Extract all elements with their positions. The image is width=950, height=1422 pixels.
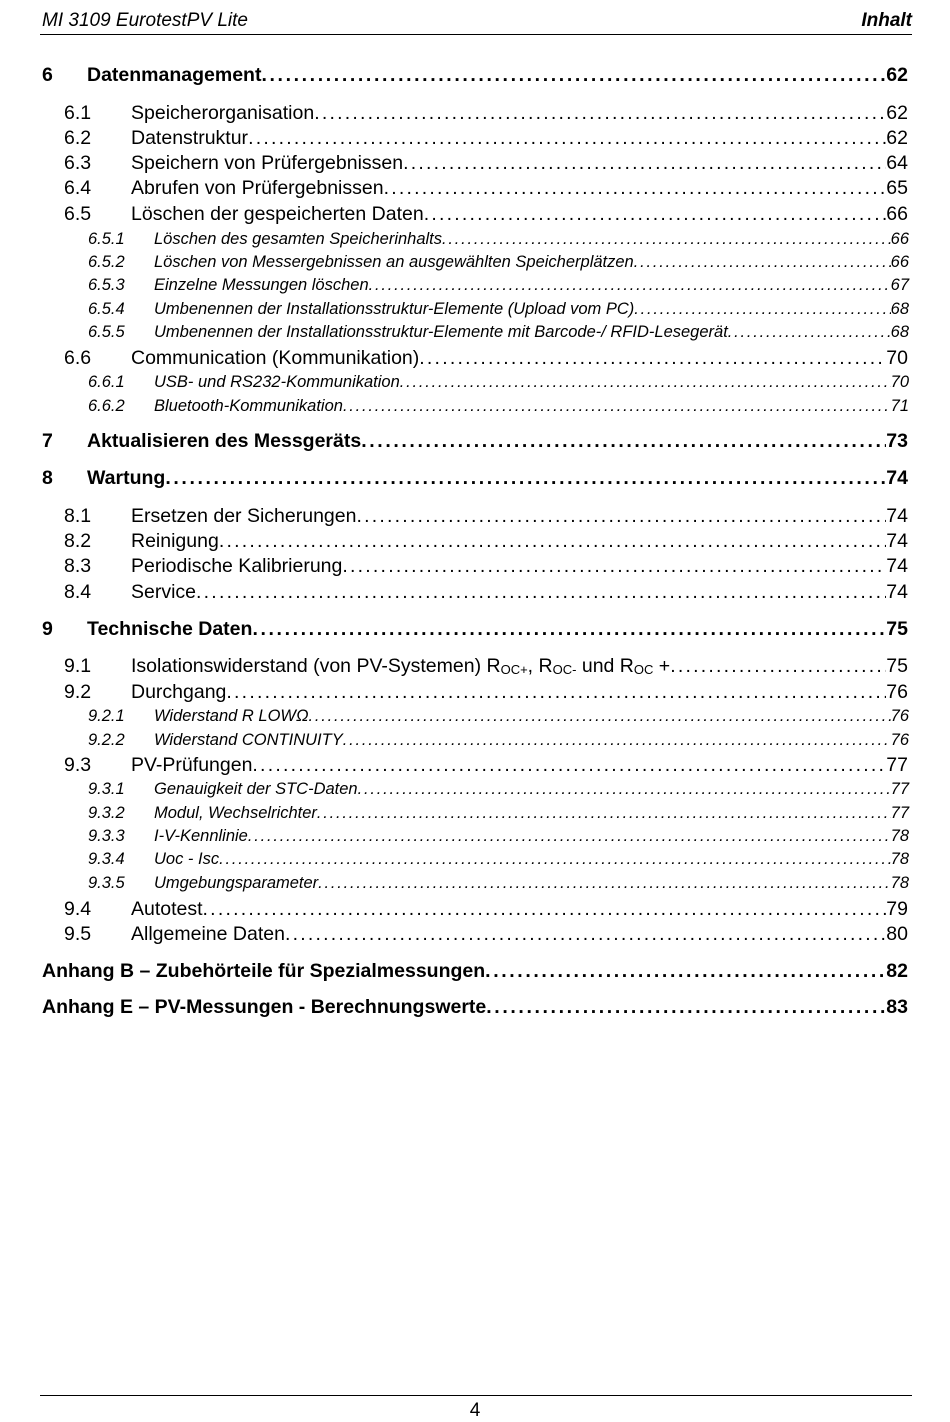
- dot-leader: [634, 253, 891, 272]
- toc-number: 9.3: [64, 754, 92, 776]
- dot-leader: [309, 707, 891, 726]
- toc-entry-8-4[interactable]: [64, 581, 908, 604]
- dot-leader: [219, 850, 891, 869]
- toc-page: 74: [886, 505, 908, 527]
- toc-page: 74: [886, 581, 908, 603]
- dot-leader: [343, 397, 891, 416]
- dot-leader: [419, 347, 886, 370]
- toc-number: 9.5: [64, 923, 92, 945]
- toc-page: 70: [886, 347, 908, 369]
- toc-page: 66: [890, 230, 909, 248]
- dot-leader: [728, 323, 891, 342]
- toc-title: Einzelne Messungen löschen: [154, 276, 369, 294]
- toc-entry-6-5-2[interactable]: [88, 253, 909, 272]
- toc-entry-6-5[interactable]: [64, 203, 908, 226]
- dot-leader: [342, 555, 886, 578]
- toc-number: 9.4: [64, 898, 92, 920]
- toc-title: Umbenennen der Installationsstruktur-Elemente mit Barcode-/ RFID-Lesegerät: [154, 323, 728, 341]
- toc-page: 78: [890, 850, 909, 868]
- dot-leader: [485, 960, 886, 983]
- toc-entry-6-6-1[interactable]: [88, 373, 909, 392]
- toc-title: PV-Prüfungen: [131, 754, 253, 776]
- toc-number: 8.4: [64, 581, 92, 603]
- toc-title: Datenmanagement: [87, 64, 262, 86]
- toc-page: 78: [890, 874, 909, 892]
- toc-title: Autotest: [131, 898, 203, 920]
- toc-page: 82: [886, 960, 908, 982]
- toc-number: 8: [42, 467, 53, 489]
- toc-number: 9.3.2: [88, 804, 125, 822]
- toc-page: 75: [886, 655, 908, 677]
- toc-entry-6-4[interactable]: [64, 177, 908, 200]
- dot-leader: [248, 127, 886, 150]
- toc-page: 79: [886, 898, 908, 920]
- section-title: Inhalt: [861, 10, 912, 31]
- toc-entry-9-3-2[interactable]: [88, 804, 909, 823]
- toc-number: 7: [42, 430, 53, 452]
- toc-page: 74: [886, 530, 908, 552]
- dot-leader: [252, 754, 886, 777]
- footer-divider: [40, 1395, 912, 1396]
- toc-entry-9-2-2[interactable]: [88, 731, 909, 750]
- toc-title: Umgebungsparameter: [154, 874, 319, 892]
- toc-entry-appendix-e[interactable]: [42, 996, 908, 1019]
- document-title: MI 3109 EurotestPV Lite: [42, 10, 248, 31]
- toc-entry-6-5-3[interactable]: [88, 276, 909, 295]
- toc-title: Reinigung: [131, 530, 219, 552]
- toc-entry-9-2-1[interactable]: [88, 707, 909, 726]
- toc-entry-9-4[interactable]: [64, 898, 908, 921]
- toc-entry-9-3-4[interactable]: [88, 850, 909, 869]
- toc-number: 8.2: [64, 530, 92, 552]
- page-number: 4: [469, 1400, 481, 1421]
- toc-page: 78: [890, 827, 909, 845]
- toc-title: Datenstruktur: [131, 127, 249, 149]
- dot-leader: [369, 276, 891, 295]
- toc-title: Communication (Kommunikation): [131, 347, 420, 369]
- toc-entry-6-6[interactable]: [64, 347, 908, 370]
- toc-title: Speicherorganisation: [131, 102, 315, 124]
- toc-page: 67: [890, 276, 909, 294]
- toc-entry-6-5-4[interactable]: [88, 300, 909, 319]
- toc-page: 73: [886, 430, 908, 452]
- toc-entry-6-6-2[interactable]: [88, 397, 909, 416]
- dot-leader: [670, 655, 886, 678]
- toc-entry-9[interactable]: [42, 618, 908, 641]
- toc-page: 65: [886, 177, 908, 199]
- toc-page: 66: [886, 203, 908, 225]
- toc-entry-6-5-1[interactable]: [88, 230, 909, 249]
- toc-page: 68: [890, 323, 909, 341]
- toc-number: 9.3.5: [88, 874, 125, 892]
- dot-leader: [358, 780, 891, 799]
- dot-leader: [400, 373, 891, 392]
- toc-page: 76: [890, 707, 909, 725]
- toc-entry-9-2[interactable]: [64, 681, 908, 704]
- toc-number: 6.6: [64, 347, 92, 369]
- toc-entry-8-1[interactable]: [64, 505, 908, 528]
- toc-page: 77: [890, 804, 909, 822]
- toc-title: Durchgang: [131, 681, 227, 703]
- toc-page: 83: [886, 996, 908, 1018]
- toc-title: Technische Daten: [87, 618, 253, 640]
- dot-leader: [314, 102, 886, 125]
- toc-title: I-V-Kennlinie: [154, 827, 248, 845]
- toc-entry-9-3-3[interactable]: [88, 827, 909, 846]
- dot-leader: [424, 203, 887, 226]
- toc-number: 9.2: [64, 681, 92, 703]
- dot-leader: [442, 230, 891, 249]
- dot-leader: [196, 581, 886, 604]
- toc-title: Widerstand R LOWΩ: [154, 707, 309, 725]
- toc-title: Löschen des gesamten Speicherinhalts: [154, 230, 443, 248]
- toc-entry-6-1[interactable]: [64, 102, 908, 125]
- toc-number: 6.3: [64, 152, 92, 174]
- page-header: [40, 8, 912, 35]
- toc-entry-9-3-1[interactable]: [88, 780, 909, 799]
- dot-leader: [219, 530, 886, 553]
- dot-leader: [252, 618, 886, 641]
- toc-number: 6.5.1: [88, 230, 125, 248]
- toc-page: 66: [890, 253, 909, 271]
- dot-leader: [356, 505, 886, 528]
- toc-page: 76: [886, 681, 908, 703]
- dot-leader: [248, 827, 891, 846]
- toc-number: 6.4: [64, 177, 92, 199]
- toc-entry-appendix-b[interactable]: [42, 960, 908, 983]
- toc-page: 80: [886, 923, 908, 945]
- toc-page: 74: [886, 467, 908, 489]
- toc-entry-8-3[interactable]: [64, 555, 908, 578]
- toc-number: 9: [42, 618, 53, 640]
- omega-symbol: Ω: [295, 707, 309, 725]
- toc-title: Anhang E – PV-Messungen - Berechnungswerte: [42, 996, 487, 1018]
- dot-leader: [403, 152, 886, 175]
- toc-title: Genauigkeit der STC-Daten: [154, 780, 358, 798]
- toc-number: 6.1: [64, 102, 92, 124]
- toc-page: 76: [890, 731, 909, 749]
- dot-leader: [285, 923, 886, 946]
- toc-number: 9.1: [64, 655, 92, 677]
- toc-entry-6-3[interactable]: [64, 152, 908, 175]
- toc-entry-8-2[interactable]: [64, 530, 908, 553]
- toc-title: Isolationswiderstand (von PV-Systemen) $R_{OC+}$, $R_{OC-}$ und $R_{OC}$ +: [131, 655, 671, 677]
- toc-title: Periodische Kalibrierung: [131, 555, 343, 577]
- toc-number: 6: [42, 64, 53, 86]
- toc-title: Löschen von Messergebnissen an ausgewählten Speicherplätzen: [154, 253, 634, 271]
- toc-page: 68: [890, 300, 909, 318]
- toc-page: 64: [886, 152, 908, 174]
- toc-entry-9-3-5[interactable]: [88, 874, 909, 893]
- toc-entry-6[interactable]: [42, 64, 908, 87]
- toc-number: 6.2: [64, 127, 92, 149]
- dot-leader: [361, 430, 886, 453]
- toc-page: 77: [890, 780, 909, 798]
- toc-title: Widerstand CONTINUITY: [154, 731, 343, 749]
- toc-number: 6.6.1: [88, 373, 125, 391]
- dot-leader: [384, 177, 887, 200]
- toc-entry-7[interactable]: [42, 430, 908, 453]
- dot-leader: [226, 681, 886, 704]
- toc-number: 6.5.2: [88, 253, 125, 271]
- toc-title: Modul, Wechselrichter: [154, 804, 317, 822]
- toc-title: Uoc - Isc: [154, 850, 220, 868]
- toc-entry-9-1[interactable]: [64, 655, 908, 678]
- toc-page: 70: [890, 373, 909, 391]
- toc-number: 9.3.1: [88, 780, 125, 798]
- toc-title: Umbenennen der Installationsstruktur-Elemente (Upload vom PC): [154, 300, 635, 318]
- toc-page: 71: [890, 397, 909, 415]
- toc-page: 62: [886, 127, 908, 149]
- toc-entry-8[interactable]: [42, 467, 908, 490]
- dot-leader: [317, 804, 891, 823]
- dot-leader: [261, 64, 886, 87]
- toc-number: 8.1: [64, 505, 92, 527]
- toc-number: 6.5.5: [88, 323, 125, 341]
- toc-title: Speichern von Prüfergebnissen: [131, 152, 404, 174]
- toc-title: Wartung: [87, 467, 166, 489]
- dot-leader: [165, 467, 886, 490]
- toc-title: Allgemeine Daten: [131, 923, 285, 945]
- dot-leader: [343, 731, 891, 750]
- toc-title: Aktualisieren des Messgeräts: [87, 430, 362, 452]
- toc-page: 74: [886, 555, 908, 577]
- toc-number: 6.5.4: [88, 300, 125, 318]
- toc-number: 6.6.2: [88, 397, 125, 415]
- toc-entry-9-5[interactable]: [64, 923, 908, 946]
- toc-title: USB- und RS232-Kommunikation: [154, 373, 400, 391]
- toc-number: 9.3.4: [88, 850, 125, 868]
- toc-entry-6-2[interactable]: [64, 127, 908, 150]
- toc-number: 8.3: [64, 555, 92, 577]
- toc-number: 6.5: [64, 203, 92, 225]
- toc-title: Bluetooth-Kommunikation: [154, 397, 343, 415]
- dot-leader: [318, 874, 890, 893]
- toc-number: 9.2.2: [88, 731, 125, 749]
- toc-title: Löschen der gespeicherten Daten: [131, 203, 424, 225]
- toc-title: Ersetzen der Sicherungen: [131, 505, 357, 527]
- toc-page: 62: [886, 64, 908, 86]
- dot-leader: [203, 898, 887, 921]
- dot-leader: [634, 300, 890, 319]
- toc-number: 9.3.3: [88, 827, 125, 845]
- toc-page: 75: [886, 618, 908, 640]
- toc-number: 9.2.1: [88, 707, 125, 725]
- toc-title: Anhang B – Zubehörteile für Spezialmessungen: [42, 960, 486, 982]
- toc-title: Abrufen von Prüfergebnissen: [131, 177, 384, 199]
- toc-number: 6.5.3: [88, 276, 125, 294]
- toc-page: 62: [886, 102, 908, 124]
- toc-page: 77: [886, 754, 908, 776]
- toc-title: Service: [131, 581, 197, 603]
- dot-leader: [486, 996, 886, 1019]
- toc-entry-9-3[interactable]: [64, 754, 908, 777]
- toc-entry-6-5-5[interactable]: [88, 323, 909, 342]
